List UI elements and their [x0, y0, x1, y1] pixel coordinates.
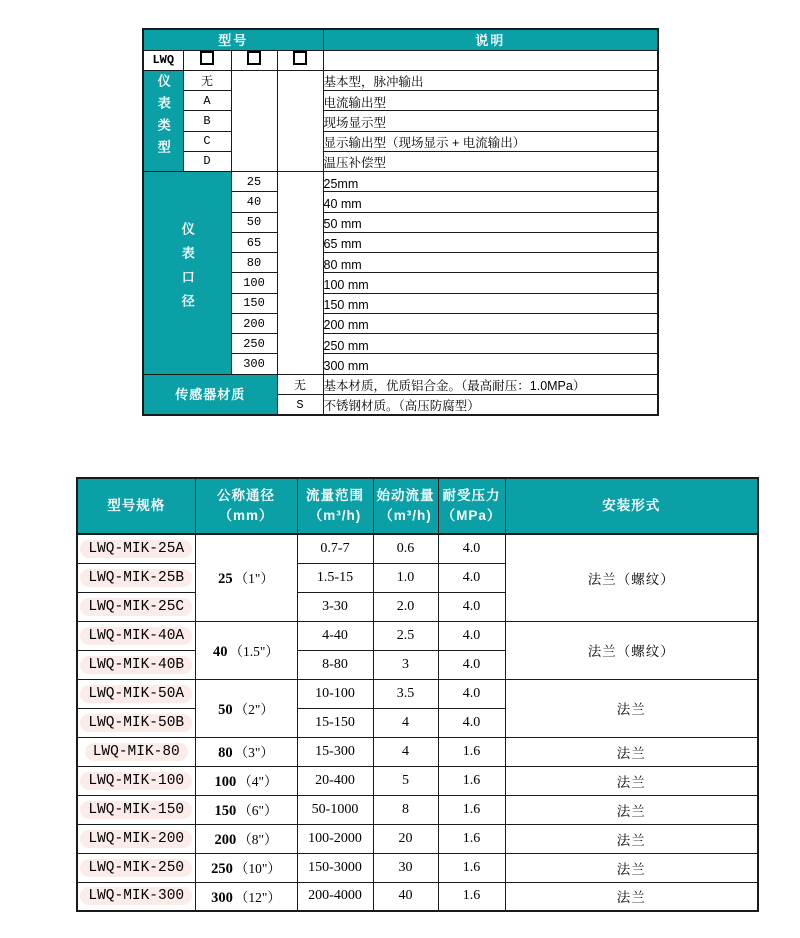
- spec-mount-cell: 法兰: [505, 795, 758, 824]
- spec-pressure-cell: 1.6: [438, 824, 505, 853]
- bore-code-cell: 80: [231, 253, 277, 273]
- spec-model-label: LWQ-MIK-25C: [80, 598, 192, 616]
- diameter-value: 250: [211, 861, 233, 877]
- diameter-inch: （10"）: [234, 861, 281, 876]
- diameter-value: 200: [214, 832, 237, 848]
- spec-starting-flow-cell: 3: [373, 650, 438, 679]
- spec-row: [77, 534, 758, 563]
- header-starting-flow: [373, 478, 438, 534]
- spec-flow-range-cell: 8-80: [297, 650, 373, 679]
- type-code-cell: 无: [183, 70, 231, 90]
- type-desc-cell: 现场显示型: [323, 111, 658, 131]
- spec-diameter-cell: [195, 882, 297, 911]
- spec-model-cell: [77, 679, 195, 708]
- spec-row: [77, 766, 758, 795]
- header-line: （mm）: [218, 508, 274, 523]
- diameter-inch: （4"）: [238, 774, 278, 789]
- bore-desc-cell: 80 mm: [323, 253, 658, 273]
- spec-model-cell: [77, 534, 195, 563]
- bore-desc-cell: 250 mm: [323, 334, 658, 354]
- material-code-cell: 无: [277, 374, 323, 394]
- bore-code-cell: 200: [231, 313, 277, 333]
- bore-desc-cell: 65 mm: [323, 232, 658, 252]
- spec-mount-cell: 法兰（螺纹）: [505, 534, 758, 621]
- spec-pressure-cell: 4.0: [438, 563, 505, 592]
- diameter-value: 40: [213, 643, 228, 660]
- spec-model-label: LWQ-MIK-40A: [80, 627, 192, 645]
- spec-starting-flow-cell: 5: [373, 766, 438, 795]
- spec-model-label: LWQ-MIK-25B: [80, 569, 192, 587]
- diameter-inch: （3"）: [234, 745, 274, 760]
- section-label-text: 传感器材质: [175, 387, 246, 403]
- header-nominal-diameter: [195, 478, 297, 534]
- section-label-instrument-type: [143, 70, 183, 171]
- spec-flow-range-cell: 4-40: [297, 621, 373, 650]
- spec-model-cell: [77, 737, 195, 766]
- type-code-cell: B: [183, 111, 231, 131]
- material-code-cell: S: [277, 395, 323, 415]
- type-desc-cell: 温压补偿型: [323, 151, 658, 171]
- spec-starting-flow-cell: 2.5: [373, 621, 438, 650]
- spec-starting-flow-cell: 1.0: [373, 563, 438, 592]
- type-desc-cell: 显示输出型（现场显示 + 电流输出）: [323, 131, 658, 151]
- spec-diameter-cell: [195, 824, 297, 853]
- spec-diameter-cell: [195, 766, 297, 795]
- diameter-inch: （12"）: [234, 889, 281, 905]
- spec-diameter-cell: [195, 679, 297, 737]
- spec-row: [77, 882, 758, 911]
- header-line: 流量范围: [306, 488, 364, 504]
- spec-model-label: LWQ-MIK-50B: [80, 714, 192, 732]
- spec-pressure-cell: 4.0: [438, 708, 505, 737]
- spec-pressure-cell: 4.0: [438, 679, 505, 708]
- bore-code-cell: 150: [231, 293, 277, 313]
- diameter-inch: （1.5"）: [229, 643, 279, 659]
- diameter-value: 150: [214, 803, 237, 819]
- section-label-text: 仪表口径: [179, 222, 195, 319]
- spec-starting-flow-cell: 8: [373, 795, 438, 824]
- empty-spacer-cell: [277, 70, 323, 171]
- empty-checkbox-icon: [247, 51, 261, 65]
- spec-row: [77, 795, 758, 824]
- spec-diameter-cell: [195, 534, 297, 621]
- spec-flow-range-cell: 100-2000: [297, 824, 373, 853]
- bore-code-cell: 100: [231, 273, 277, 293]
- diameter-inch: （6"）: [238, 803, 278, 818]
- section-label-text: 仪表类型: [155, 74, 171, 163]
- material-row: [143, 374, 658, 394]
- spec-model-cell: [77, 853, 195, 882]
- spec-model-label: LWQ-MIK-150: [80, 801, 192, 819]
- spec-starting-flow-cell: 0.6: [373, 534, 438, 563]
- spec-model-cell: [77, 824, 195, 853]
- spec-flow-range-cell: 15-300: [297, 737, 373, 766]
- spec-mount-cell: 法兰: [505, 679, 758, 737]
- spec-flow-range-cell: 1.5-15: [297, 563, 373, 592]
- spec-model-cell: [77, 795, 195, 824]
- header-flow-range: [297, 478, 373, 534]
- spec-flow-range-cell: 150-3000: [297, 853, 373, 882]
- spec-row: [77, 737, 758, 766]
- bore-desc-cell: 50 mm: [323, 212, 658, 232]
- header-line: （m³/h): [308, 508, 362, 523]
- diameter-value: 300: [211, 889, 233, 906]
- type-code-cell: A: [183, 91, 231, 111]
- spec-pressure-cell: 1.6: [438, 737, 505, 766]
- spec-flow-range-cell: 10-100: [297, 679, 373, 708]
- bore-code-cell: 25: [231, 172, 277, 192]
- header-model-spec: [77, 478, 195, 534]
- spec-model-cell: [77, 621, 195, 650]
- header-line: 安装形式: [602, 498, 661, 514]
- spec-starting-flow-cell: 3.5: [373, 679, 438, 708]
- diameter-inch: （1"）: [234, 571, 274, 587]
- spec-mount-cell: 法兰: [505, 882, 758, 911]
- spec-pressure-cell: 1.6: [438, 766, 505, 795]
- type-code-cell: D: [183, 151, 231, 171]
- empty-spacer-cell: [277, 172, 323, 375]
- spec-model-label: LWQ-MIK-250: [80, 859, 192, 877]
- spec-pressure-cell: 4.0: [438, 650, 505, 679]
- model-prefix-row: [143, 50, 658, 70]
- spec-row: [77, 853, 758, 882]
- spec-pressure-cell: 1.6: [438, 795, 505, 824]
- spec-mount-cell: 法兰: [505, 853, 758, 882]
- header-line: （MPa）: [441, 508, 502, 523]
- section-label-sensor-material: [143, 374, 277, 415]
- spec-pressure-cell: 1.6: [438, 853, 505, 882]
- type-row: [143, 70, 658, 90]
- spec-model-label: LWQ-MIK-300: [80, 887, 192, 905]
- spec-mount-cell: 法兰: [505, 824, 758, 853]
- spec-flow-range-cell: 15-150: [297, 708, 373, 737]
- spec-model-cell: [77, 563, 195, 592]
- model-number-table: [142, 28, 659, 416]
- spec-diameter-cell: [195, 853, 297, 882]
- spec-pressure-cell: 4.0: [438, 534, 505, 563]
- type-code-cell: C: [183, 131, 231, 151]
- spec-flow-range-cell: 50-1000: [297, 795, 373, 824]
- model-column-header: 型号: [143, 29, 323, 50]
- header-line: 耐受压力: [442, 488, 501, 504]
- bore-code-cell: 300: [231, 354, 277, 374]
- bore-desc-cell: 100 mm: [323, 273, 658, 293]
- bore-code-cell: 40: [231, 192, 277, 212]
- spec-row: [77, 679, 758, 708]
- specification-table: [76, 477, 759, 912]
- diameter-inch: （8"）: [238, 832, 278, 847]
- spec-model-cell: [77, 882, 195, 911]
- spec-pressure-cell: 4.0: [438, 621, 505, 650]
- spec-starting-flow-cell: 30: [373, 853, 438, 882]
- spec-flow-range-cell: 20-400: [297, 766, 373, 795]
- empty-checkbox-icon: [200, 51, 214, 65]
- diameter-value: 25: [218, 571, 233, 588]
- type-row: [143, 111, 658, 131]
- spec-starting-flow-cell: 2.0: [373, 592, 438, 621]
- spec-model-cell: [77, 708, 195, 737]
- spec-row: [77, 621, 758, 650]
- model-digit-cell: [183, 50, 231, 70]
- material-desc-cell: 不锈钢材质。（高压防腐型）: [323, 395, 658, 415]
- spec-model-label: LWQ-MIK-25A: [80, 540, 192, 558]
- diameter-value: 50: [218, 701, 233, 718]
- spec-starting-flow-cell: 20: [373, 824, 438, 853]
- header-line: 型号规格: [107, 498, 166, 514]
- type-row: [143, 131, 658, 151]
- spec-table-header-row: [77, 478, 758, 534]
- spec-mount-cell: 法兰（螺纹）: [505, 621, 758, 679]
- bore-desc-cell: 200 mm: [323, 313, 658, 333]
- bore-desc-cell: 40 mm: [323, 192, 658, 212]
- spec-starting-flow-cell: 4: [373, 737, 438, 766]
- model-desc-cell: [323, 50, 658, 70]
- model-prefix-label: LWQ: [143, 50, 183, 70]
- header-mount-type: [505, 478, 758, 534]
- type-desc-cell: 电流输出型: [323, 91, 658, 111]
- spec-starting-flow-cell: 40: [373, 882, 438, 911]
- spec-model-label: LWQ-MIK-40B: [80, 656, 192, 674]
- spec-pressure-cell: 1.6: [438, 882, 505, 911]
- header-pressure-rating: [438, 478, 505, 534]
- spec-diameter-cell: [195, 621, 297, 679]
- bore-desc-cell: 300 mm: [323, 354, 658, 374]
- model-digit-cell: [277, 50, 323, 70]
- spec-model-label: LWQ-MIK-100: [80, 772, 192, 790]
- bore-code-cell: 65: [231, 232, 277, 252]
- header-line: 公称通径: [217, 488, 275, 504]
- diameter-inch: （2"）: [234, 701, 274, 717]
- spec-flow-range-cell: 3-30: [297, 592, 373, 621]
- spec-model-cell: [77, 766, 195, 795]
- spec-model-cell: [77, 650, 195, 679]
- material-desc-cell: 基本材质，优质铝合金。（最高耐压：1.0MPa）: [323, 374, 658, 394]
- spec-model-label: LWQ-MIK-200: [80, 830, 192, 848]
- type-row: [143, 91, 658, 111]
- spec-starting-flow-cell: 4: [373, 708, 438, 737]
- spec-mount-cell: 法兰: [505, 737, 758, 766]
- header-line: 始动流量: [376, 488, 435, 504]
- spec-model-cell: [77, 592, 195, 621]
- spec-flow-range-cell: 200-4000: [297, 882, 373, 911]
- type-desc-cell: 基本型，脉冲输出: [323, 70, 658, 90]
- empty-checkbox-icon: [293, 51, 307, 65]
- diameter-value: 80: [218, 745, 233, 761]
- spec-row: [77, 824, 758, 853]
- bore-desc-cell: 150 mm: [323, 293, 658, 313]
- bore-desc-cell: 25mm: [323, 172, 658, 192]
- header-line: （m³/h): [379, 508, 432, 523]
- spec-flow-range-cell: 0.7-7: [297, 534, 373, 563]
- type-row: [143, 151, 658, 171]
- spec-diameter-cell: [195, 795, 297, 824]
- spec-model-label: LWQ-MIK-50A: [80, 685, 192, 703]
- bore-code-cell: 250: [231, 334, 277, 354]
- spec-mount-cell: 法兰: [505, 766, 758, 795]
- model-table-header-row: [143, 29, 658, 50]
- section-label-instrument-bore: [143, 172, 231, 375]
- description-column-header: 说明: [323, 29, 658, 50]
- bore-row: [143, 172, 658, 192]
- spec-diameter-cell: [195, 737, 297, 766]
- empty-spacer-cell: [231, 70, 277, 171]
- spec-model-label: LWQ-MIK-80: [85, 743, 188, 761]
- bore-code-cell: 50: [231, 212, 277, 232]
- diameter-value: 100: [214, 774, 237, 790]
- spec-pressure-cell: 4.0: [438, 592, 505, 621]
- model-digit-cell: [231, 50, 277, 70]
